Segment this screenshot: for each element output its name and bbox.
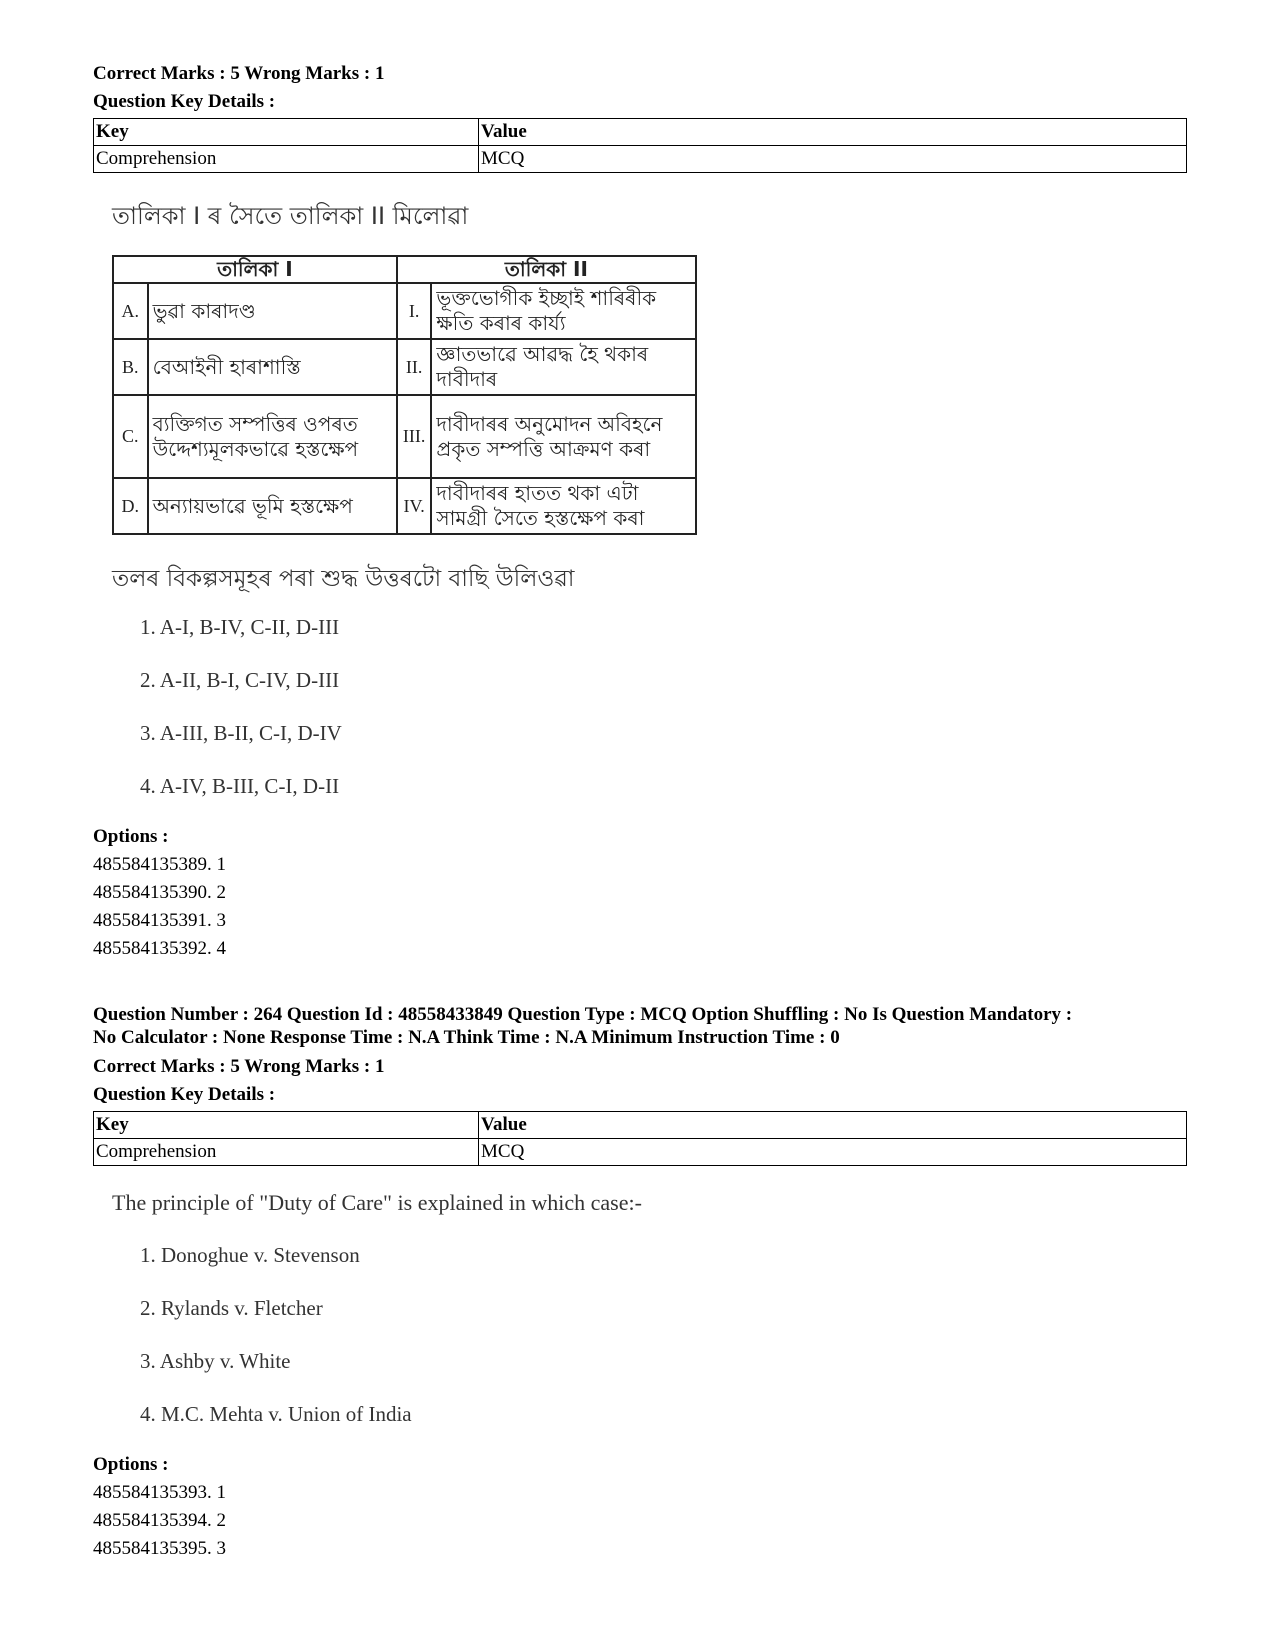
list-1-item: ভুৱা কাৰাদণ্ড [148, 283, 397, 339]
value-cell: MCQ [479, 146, 1187, 173]
value-header: Value [479, 119, 1187, 146]
q264-choice-2: 2. Rylands v. Fletcher [140, 1296, 323, 1320]
q264-header-line-1: Question Number : 264 Question Id : 48558433849 Question Type : MCQ Option Shuffling : No Is Question Mandatory : [93, 1004, 1073, 1025]
q264-option-id: 485584135394. 2 [93, 1510, 226, 1531]
value-cell: MCQ [479, 1139, 1187, 1166]
q263-choice-1: 1. A-I, B-IV, C-II, D-III [140, 615, 340, 639]
q263-key-details-label: Question Key Details : [93, 91, 276, 112]
list-2-header: তালিকা II [397, 256, 696, 283]
q263-option-id: 485584135392. 4 [93, 938, 226, 959]
q263-choice-3: 3. A-III, B-II, C-I, D-IV [140, 721, 342, 745]
q264-options-label: Options : [93, 1454, 169, 1475]
list-2-item: দাবীদাৰৰ হাতত থকা এটা সামগ্ৰী সৈতে হস্তক্ষেপ কৰা [431, 478, 696, 534]
list-2-item: ভূক্তভোগীক ইচ্ছাই শাৰিৰীক ক্ষতি কৰাৰ কাৰ্য্য [431, 283, 696, 339]
q263-marks-line: Correct Marks : 5 Wrong Marks : 1 [93, 63, 385, 84]
q263-key-table [93, 118, 1187, 173]
q264-choice-3: 3. Ashby v. White [140, 1349, 291, 1373]
q263-instruction: তালিকা I ৰ সৈতে তালিকা II মিলোৱা [112, 202, 469, 230]
list-2-item: দাবীদাৰৰ অনুমোদন অবিহনে প্ৰকৃত সম্পত্তি আক্ৰমণ কৰা [431, 395, 696, 478]
list-2-item: জ্ঞাতভাৱে আৱদ্ধ হৈ থকাৰ দাবীদাৰ [431, 339, 696, 395]
q263-choose-text: তলৰ বিকল্পসমূহৰ পৰা শুদ্ধ উত্তৰটো বাছি উলিওৱা [112, 566, 575, 592]
row-label: II. [397, 339, 432, 395]
q264-key-table [93, 1111, 1187, 1166]
key-header: Key [94, 1112, 479, 1139]
q264-choice-4: 4. M.C. Mehta v. Union of India [140, 1402, 412, 1426]
q263-options-label: Options : [93, 826, 169, 847]
row-label: A. [113, 283, 148, 339]
q263-option-id: 485584135389. 1 [93, 854, 226, 875]
key-cell: Comprehension [94, 146, 479, 173]
q264-choice-1: 1. Donoghue v. Stevenson [140, 1243, 360, 1267]
row-label: D. [113, 478, 148, 534]
q263-choice-4: 4. A-IV, B-III, C-I, D-II [140, 774, 340, 798]
row-label: C. [113, 395, 148, 478]
list-1-item: ব্যক্তিগত সম্পত্তিৰ ওপৰত উদ্দেশ্যমূলকভাৱে হস্তক্ষেপ [148, 395, 397, 478]
list-1-header: তালিকা I [113, 256, 397, 283]
q263-match-table [112, 255, 697, 535]
value-header: Value [479, 1112, 1187, 1139]
list-1-item: অন্যায়ভাৱে ভূমি হস্তক্ষেপ [148, 478, 397, 534]
key-header: Key [94, 119, 479, 146]
row-label: III. [397, 395, 432, 478]
q264-option-id: 485584135393. 1 [93, 1482, 226, 1503]
q264-question-text: The principle of "Duty of Care" is explained in which case:- [112, 1190, 642, 1215]
q263-option-id: 485584135391. 3 [93, 910, 226, 931]
q263-choice-2: 2. A-II, B-I, C-IV, D-III [140, 668, 340, 692]
row-label: IV. [397, 478, 432, 534]
row-label: I. [397, 283, 432, 339]
key-cell: Comprehension [94, 1139, 479, 1166]
q264-key-details-label: Question Key Details : [93, 1084, 276, 1105]
row-label: B. [113, 339, 148, 395]
q264-header-line-2: No Calculator : None Response Time : N.A Think Time : N.A Minimum Instruction Time : 0 [93, 1027, 840, 1048]
q264-marks-line: Correct Marks : 5 Wrong Marks : 1 [93, 1056, 385, 1077]
q263-option-id: 485584135390. 2 [93, 882, 226, 903]
list-1-item: বেআইনী হাৰাশাস্তি [148, 339, 397, 395]
q264-option-id: 485584135395. 3 [93, 1538, 226, 1559]
